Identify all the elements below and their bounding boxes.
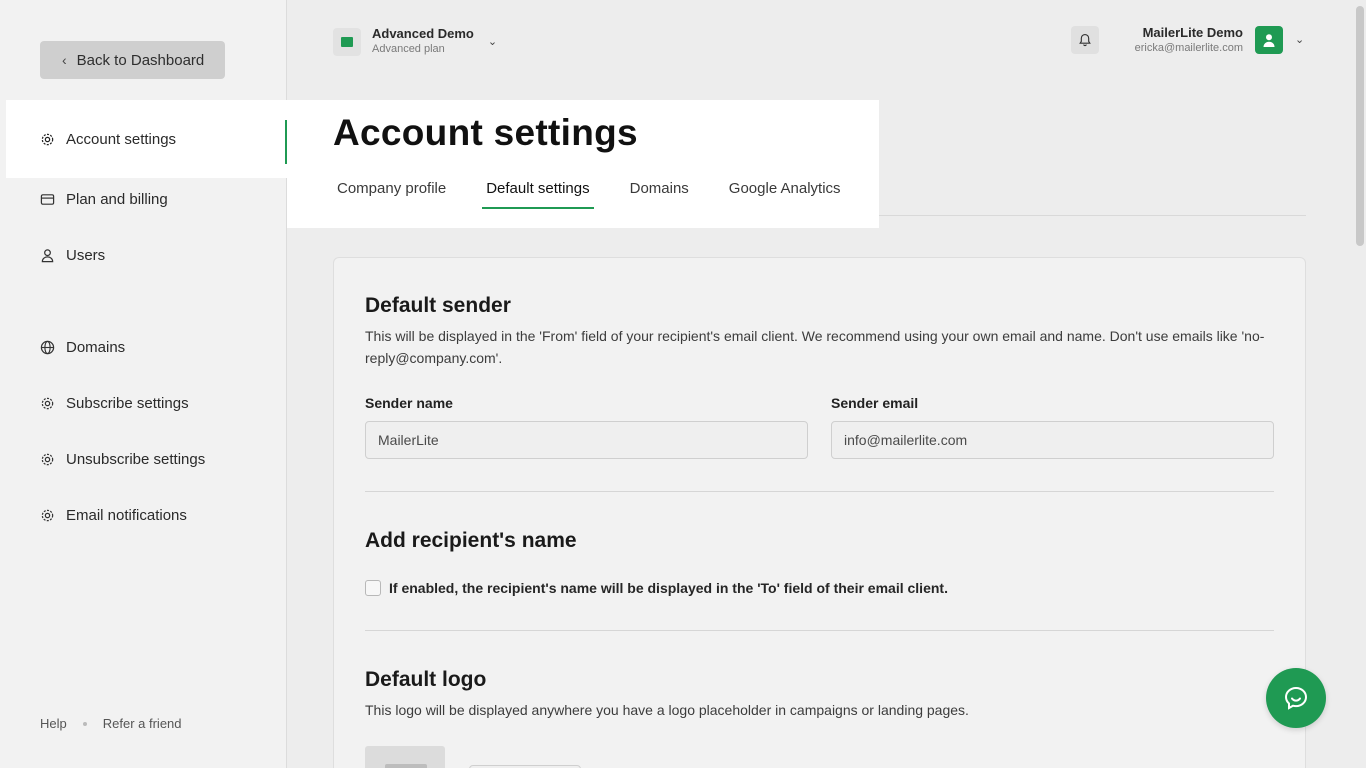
user-icon (40, 248, 55, 263)
page-title: Account settings (333, 112, 638, 153)
sidebar-item-label: Plan and billing (66, 190, 168, 208)
sidebar-footer (40, 716, 182, 731)
back-to-dashboard-button[interactable] (40, 41, 225, 79)
gear-icon (40, 132, 55, 147)
default-settings-card (333, 257, 1306, 768)
gear-icon (40, 396, 55, 411)
refer-a-friend-link[interactable]: Refer a friend (102, 716, 182, 731)
sidebar-item-label: Subscribe settings (66, 394, 189, 412)
sidebar-item-users[interactable] (0, 235, 287, 275)
sender-name-input[interactable] (365, 421, 808, 459)
default-sender-description: This will be displayed in the 'From' field of your recipient's email client. We recommend using your own email and name. Don't use emails like 'no-reply@company.com'. (365, 328, 1265, 366)
recipient-name-title: Add recipient's name (365, 529, 577, 552)
globe-icon (40, 340, 55, 355)
logo-image (385, 764, 427, 768)
sender-name-label: Sender name (365, 395, 453, 411)
settings-tabs (333, 170, 877, 209)
section-divider (365, 630, 1274, 631)
card-icon (40, 192, 55, 207)
tab-google-analytics[interactable]: Google Analytics (728, 180, 841, 197)
recipient-name-option[interactable] (365, 580, 948, 596)
page-header (287, 100, 879, 228)
sidebar-item-subscribe-settings[interactable] (0, 383, 287, 423)
account-logo (333, 28, 361, 56)
tab-default-settings[interactable]: Default settings (482, 170, 593, 209)
scrollbar[interactable] (1356, 6, 1364, 246)
account-plan: Advanced plan (372, 43, 445, 55)
chat-icon (1283, 685, 1309, 711)
logo-preview (365, 746, 445, 768)
sidebar-item-label: Unsubscribe settings (66, 450, 206, 468)
bell-icon (1078, 33, 1092, 47)
recipient-name-checkbox[interactable] (365, 580, 381, 596)
default-sender-title: Default sender (365, 294, 511, 317)
sidebar-item-label: Users (66, 246, 106, 264)
account-switcher[interactable] (333, 26, 497, 57)
separator-dot (83, 722, 87, 726)
user-name: MailerLite Demo (1142, 25, 1243, 40)
default-logo-description: This logo will be displayed anywhere you have a logo placeholder in campaigns or landing pages. (365, 702, 969, 718)
sender-email-label: Sender email (831, 395, 919, 411)
flag-icon (341, 37, 353, 47)
notifications-button[interactable] (1071, 26, 1099, 54)
user-info[interactable] (1135, 25, 1243, 56)
sender-email-input[interactable] (831, 421, 1274, 459)
back-to-dashboard-label: Back to Dashboard (76, 51, 205, 69)
user-icon (1261, 32, 1277, 48)
help-link[interactable]: Help (40, 716, 67, 731)
gear-icon (40, 452, 55, 467)
recipient-name-checkbox-label: If enabled, the recipient's name will be displayed in the 'To' field of their email client. (389, 580, 948, 596)
chevron-left-icon: ‹ (62, 52, 67, 68)
section-divider (365, 491, 1274, 492)
avatar[interactable] (1255, 26, 1283, 54)
sidebar-item-unsubscribe-settings[interactable] (0, 439, 287, 479)
sidebar-item-label: Email notifications (66, 506, 187, 524)
gear-icon (40, 508, 55, 523)
user-email: ericka@mailerlite.com (1134, 42, 1243, 54)
tab-domains[interactable]: Domains (629, 180, 689, 197)
sidebar-item-account-settings[interactable] (6, 100, 287, 178)
default-logo-title: Default logo (365, 668, 487, 691)
account-name: Advanced Demo (372, 26, 474, 41)
chevron-down-icon: ⌄ (487, 36, 498, 48)
sidebar-item-label: Account settings (66, 130, 177, 148)
sidebar-item-plan-and-billing[interactable] (0, 179, 287, 219)
chevron-down-icon[interactable]: ⌄ (1295, 34, 1305, 46)
tab-company-profile[interactable]: Company profile (337, 180, 447, 197)
chat-widget-button[interactable] (1266, 668, 1326, 728)
sidebar-item-label: Domains (66, 338, 126, 356)
sidebar-item-domains[interactable] (0, 327, 287, 367)
account-info (372, 26, 474, 57)
sidebar-item-email-notifications[interactable] (0, 495, 287, 535)
